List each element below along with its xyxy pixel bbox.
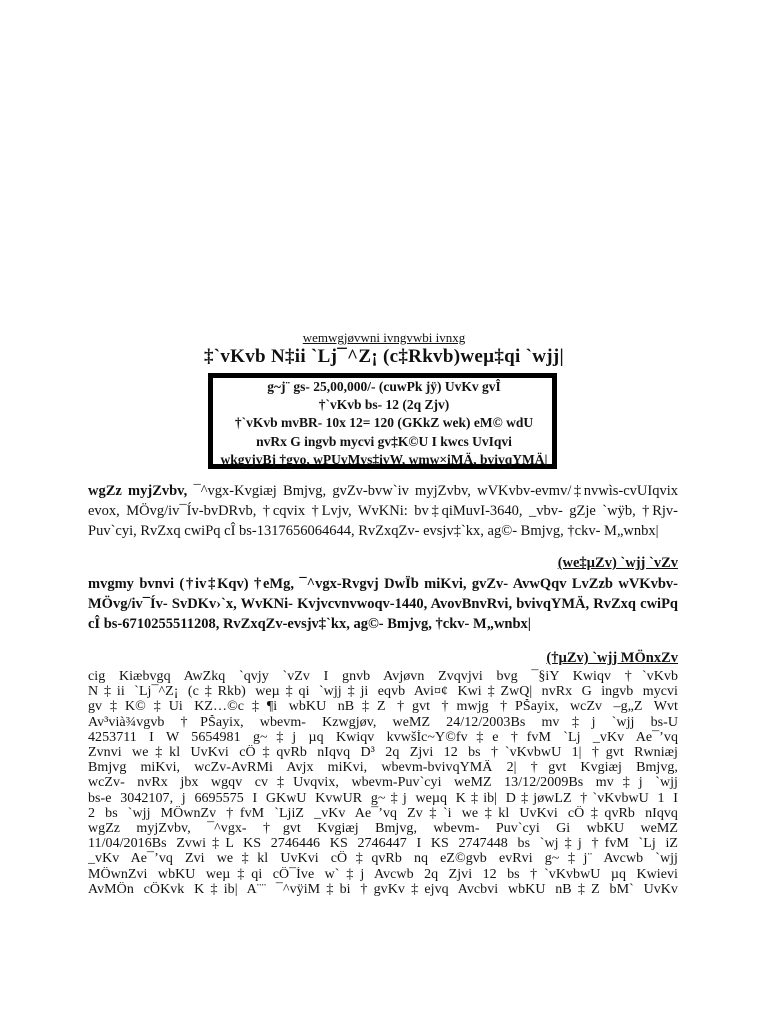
buyer-name: mvgmy bvnvi (†iv‡Kqv) †eMg, [88, 576, 294, 592]
seller-name: wgZz myjZvbv, [88, 483, 188, 499]
buyer-label: (†µZv) `wjj MÖnxZv [546, 650, 678, 666]
body-line: 2 bs `wjj MÖwnZv †fvM `LjiZ _vKv Ae¯’vq Zv‡`i we‡kl UvKvi cÖ‡qvRb nIqvq [88, 805, 678, 821]
summary-line: nvRx G ingvb mycvi gv‡K©U I kwcs UvIqvi [256, 433, 512, 449]
body-line: Zvnvi we‡kl UvKvi cÖ‡qvRb nIqvq D³ 2q Zjvi 12 bs †`vKvbwU 1| †gvt Rwniæj [88, 745, 678, 761]
summary-line: g~j¨ gs- 25,00,000/- (cuwPk jÿ) UvKv gvÎ [267, 379, 501, 394]
body-line: wcZv- nvRx jbx wgqv cv‡Uvqvix, wbevm-Puv`cyi weMZ 13/12/2009Bs mv‡j `wjj [88, 775, 678, 791]
body-line: _vKv Ae¯’vq Zvi we‡kl UvKvi cÖ‡qvRb nq eZ©gvb evRvi g~‡j¨ Avcwb `wjj [88, 851, 678, 867]
summary-line: †`vKvb mvBR- 10x 12= 120 (GKkZ wek) eM© wdU [234, 415, 534, 431]
body-line: cig Kiæbvgq AwZkq `qvjy `vZv I gnvb Avjøvn Zvqvjvi bvg ¯§iY Kwiqv †`vKvb [88, 669, 678, 684]
document-subtitle: wemwgjøvwni ivngvwbi ivnxg [302, 330, 466, 345]
body-line: Bmjvg miKvi, wcZv-AvRMi Avjx miKvi, wbevm-bvivqYMÄ 2| †gvt Kvgiæj Bmjvg, [88, 760, 678, 776]
body-line: 4253711 I W 5654981 g~‡j µq Kwiqv kvwšÍc~Y©fv‡e †fvM `Lj _vKv Ae¯’vq [88, 729, 678, 745]
body-line: gv‡K©‡Ui KZ…©c‡¶i wbKU nB‡Z †gvt †mwjg †PŠayix, wcZv –g„Z Wvt [88, 699, 678, 715]
body-line: wgZz myjZvbv, ¯^vgx- †gvt Kvgiæj Bmjvg, wbevm- Puv`cyi Gi wbKU weMZ [88, 821, 678, 837]
body-line: AvMÖn cÖKvk K‡ib| A¨¨ ¯^vÿiM‡bi †gvKv‡ejvq Avcbvi wbKU nB‡Z bM` UvKv [88, 881, 678, 897]
body-line: 11/04/2016Bs Zvwi‡L KS 2746446 KS 2746447 I KS 2747448 bs `wj‡j †fvM `Lj iZ [88, 836, 678, 852]
buyer-details: ¯^vgx-Rvgvj DwÏb miKvi, gvZv- AvwQqv LvZzb wVKvbv- MÖvg/iv¯Ív- SvDKv›`x, WvKNi- Kvjvcvnvwoqv-1440, AvovBnvRvi, bvivqYMÄ, RvZxq cwiPq cÎ bs-6710255511208, RvZxqZv-evsjv‡`kx, ag©- Bmjvg, †ckv- M„wnbx| [88, 576, 678, 632]
body-line: Av³vià¾vgvb †PŠayix, wbevm- Kzwgjøv, weMZ 24/12/2003Bs mv‡j `wjj bs-U [88, 714, 678, 730]
seller-label: (we‡µZv) `wjj `vZv [557, 555, 678, 571]
summary-line: wkgyjvBj †gvo, wPUvMvs‡ivW, wmw×iMÄ, bvivqYMÄ| [220, 451, 548, 467]
seller-paragraph [88, 481, 678, 541]
summary-box-text [170, 378, 598, 469]
buyer-paragraph [88, 574, 678, 634]
body-line: MÖwnZvi wbKU weµ‡qi cÖ¯Íve w`‡j Avcwb 2q Zjvi 12 bs †`vKvbwU µq Kwievi [88, 866, 678, 882]
body-line: bs-e 3042107, j 6695575 I GKwU KvwUR g~‡j weµq K‡ib| D‡jøwLZ †`vKvbwU 1 I [88, 790, 678, 806]
deed-body-text [88, 669, 678, 897]
body-line: N‡ii `Lj¯^Z¡ (c‡Rkb) weµ‡qi `wjj‡ji eqvb Avi¤¢ Kwi‡ZwQ| nvRx G ingvb mycvi [88, 684, 678, 700]
summary-line: †`vKvb bs- 12 (2q Zjv) [318, 397, 450, 413]
seller-details: ¯^vgx-Kvgiæj Bmjvg, gvZv-bvw`iv myjZvbv, wVKvbv-evmv/‡nvwìs-cvUIqvix evox, MÖvg/iv¯Ív-bvDRvb, †cqvix †Lvjv, WvKNi: bv‡qiMuvI-3640, _vbv- gZje `wÿb, †Rjv- Puv`cyi, RvZxq cwiPq cÎ bs-1317656064644, RvZxqZv- evsjv‡`kx, ag©- Bmjvg, †ckv- M„wnbx| [88, 483, 678, 539]
document-title: ‡`vKvb N‡ii `Lj¯^Z¡ (c‡Rkvb)weµ‡qi `wjj| [203, 346, 565, 367]
